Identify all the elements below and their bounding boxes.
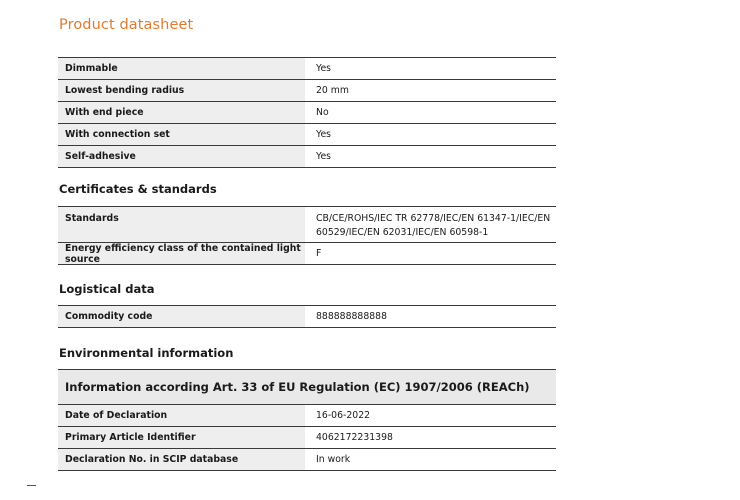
property-value: Yes	[305, 124, 556, 145]
environmental-section-title: Environmental information	[59, 346, 234, 360]
table-row	[58, 57, 556, 80]
certificates-section-title: Certificates & standards	[59, 182, 217, 196]
property-label: Dimmable	[58, 58, 305, 79]
environmental-table	[58, 369, 556, 471]
table-row	[58, 405, 556, 427]
environmental-value: 4062172231398	[305, 427, 556, 448]
table-row	[58, 102, 556, 124]
certificates-table	[58, 206, 556, 265]
product-properties-table	[58, 57, 556, 168]
environmental-value: 16-06-2022	[305, 405, 556, 426]
certificate-value-line: 60529/IEC/EN 62031/IEC/EN 60598-1	[316, 227, 489, 238]
table-row	[58, 146, 556, 168]
logistical-section-title: Logistical data	[59, 282, 155, 296]
logistical-value: 888888888888	[305, 306, 556, 327]
table-row	[58, 243, 556, 265]
property-label: Self-adhesive	[58, 146, 305, 167]
certificate-value-line: CB/CE/ROHS/IEC TR 62778/IEC/EN 61347-1/IEC/EN	[316, 213, 551, 224]
logistical-label: Commodity code	[58, 306, 305, 327]
certificate-value	[305, 207, 556, 242]
property-value: No	[305, 102, 556, 123]
logistical-table	[58, 305, 556, 328]
certificate-label: Standards	[58, 207, 305, 242]
property-label: Lowest bending radius	[58, 80, 305, 101]
certificate-label: Energy efficiency class of the contained light source	[58, 243, 305, 264]
table-row	[58, 427, 556, 449]
environmental-label: Date of Declaration	[58, 405, 305, 426]
document-title: Product datasheet	[59, 17, 194, 33]
environmental-label: Declaration No. in SCIP database	[58, 449, 305, 470]
certificate-value: F	[305, 243, 556, 264]
property-value: Yes	[305, 146, 556, 167]
property-label: With end piece	[58, 102, 305, 123]
table-row	[58, 80, 556, 102]
table-row	[58, 305, 556, 328]
property-value: 20 mm	[305, 80, 556, 101]
table-row	[58, 206, 556, 243]
property-value: Yes	[305, 58, 556, 79]
property-label: With connection set	[58, 124, 305, 145]
page-corner-mark	[27, 485, 36, 486]
table-row	[58, 449, 556, 471]
table-row	[58, 124, 556, 146]
environmental-value: In work	[305, 449, 556, 470]
environmental-label: Primary Article Identifier	[58, 427, 305, 448]
reach-heading: Information according Art. 33 of EU Regulation (EC) 1907/2006 (REACh)	[58, 369, 556, 405]
